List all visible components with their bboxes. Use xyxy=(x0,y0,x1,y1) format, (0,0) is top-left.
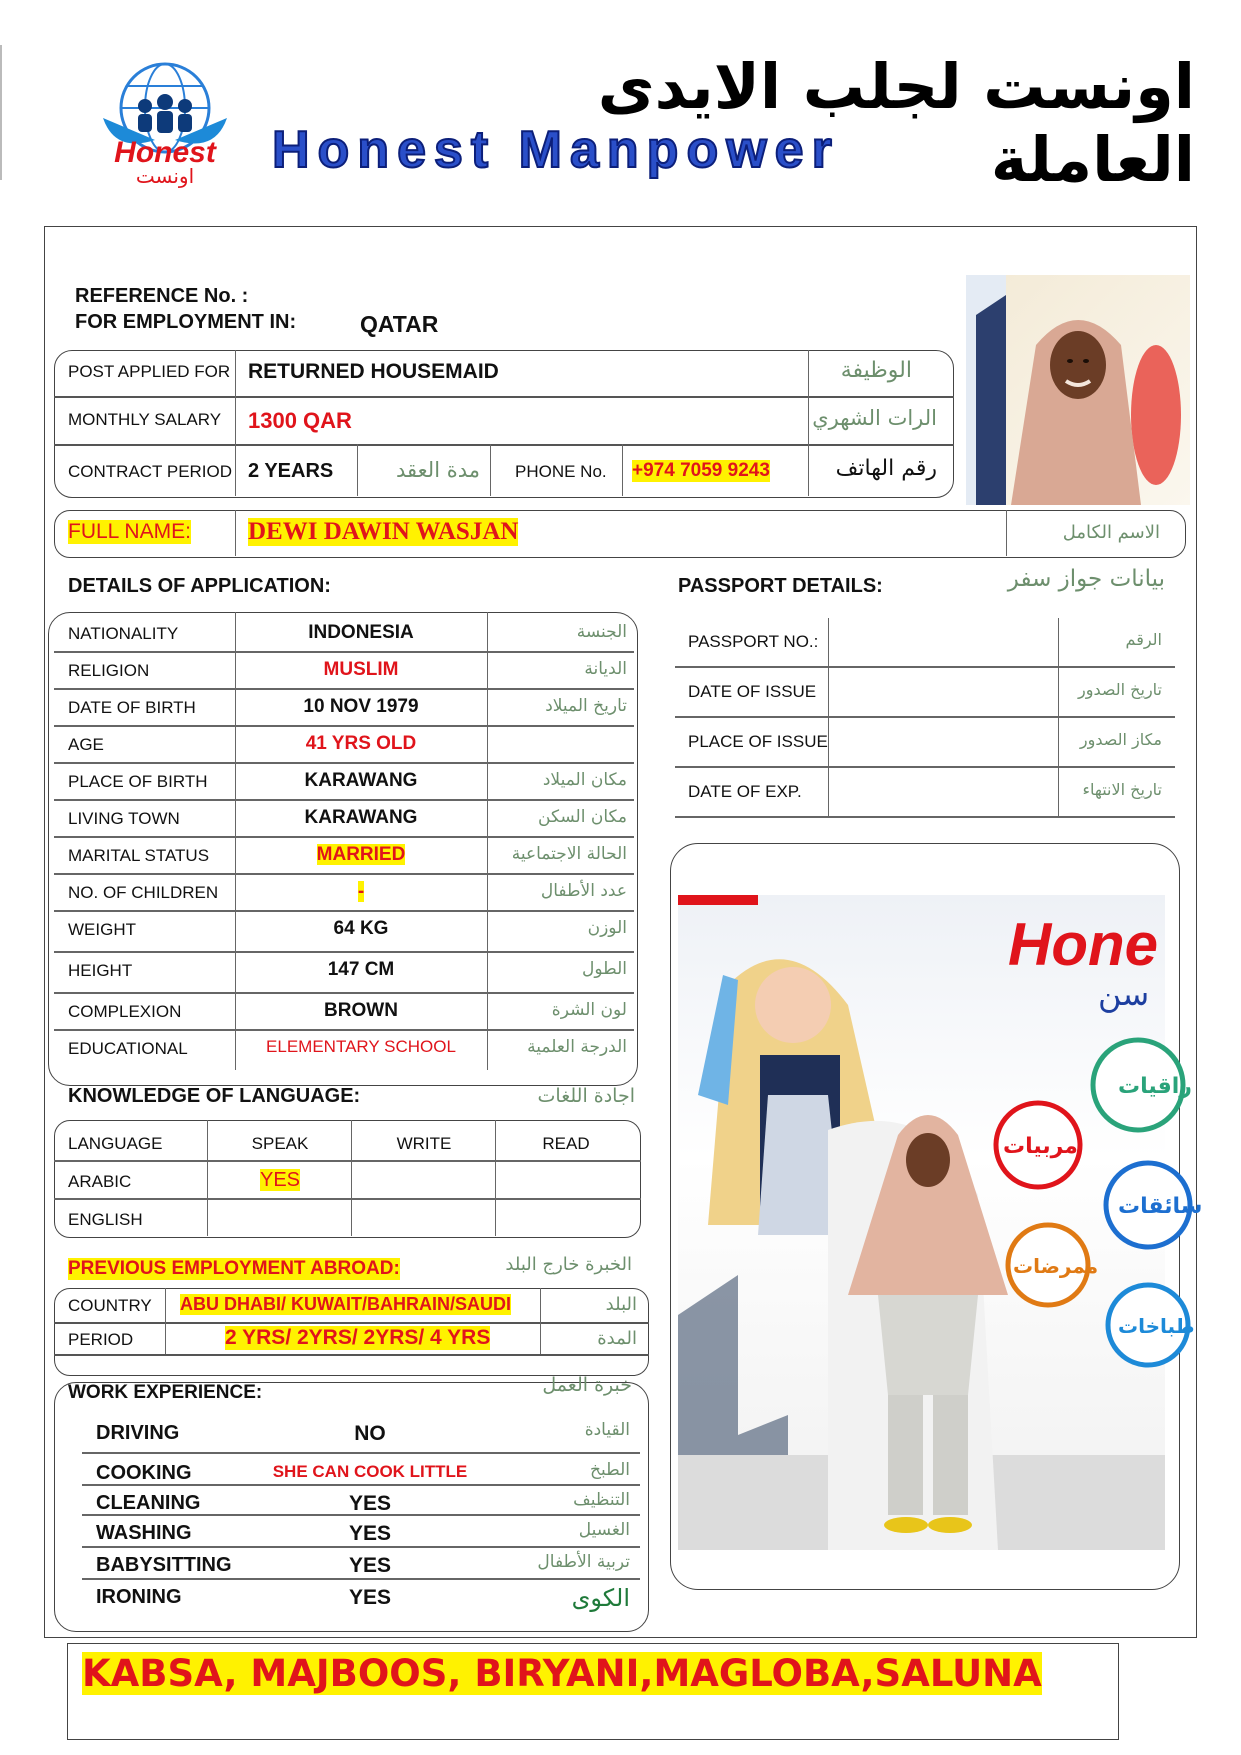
salary-ar: الرات الشهري xyxy=(812,406,937,430)
header-english-title: Honest Manpower xyxy=(272,121,840,179)
language-header: SPEAK xyxy=(251,1134,309,1153)
work-row-divider xyxy=(82,1546,640,1548)
details-title: DETAILS OF APPLICATION: xyxy=(68,575,331,597)
work-value: YES xyxy=(348,1492,392,1515)
salary-value: 1300 QAR xyxy=(248,408,352,433)
language-name: ENGLISH xyxy=(68,1210,143,1229)
details-label: MARITAL STATUS xyxy=(68,846,210,865)
details-row-divider xyxy=(54,836,634,838)
details-row-divider xyxy=(54,799,634,801)
work-label: WASHING xyxy=(96,1522,192,1544)
details-ar: الوزن xyxy=(587,918,627,938)
passport-label: DATE OF ISSUE xyxy=(688,682,817,701)
work-title: WORK EXPERIENCE: xyxy=(68,1382,263,1403)
bubble-4: ممرضات xyxy=(1013,1254,1099,1278)
period-ar: المدة xyxy=(597,1328,637,1349)
details-value: KARAWANG xyxy=(304,807,418,828)
passport-ar: تاريخ الانتهاء xyxy=(1082,780,1162,799)
work-value: YES xyxy=(348,1554,392,1577)
work-label: CLEANING xyxy=(96,1492,201,1514)
fullname-label: FULL NAME: xyxy=(68,520,191,543)
details-value: 41 YRS OLD xyxy=(305,733,417,754)
phone-label: PHONE No. xyxy=(515,462,607,481)
language-row-divider xyxy=(54,1198,641,1200)
details-ar: الدرجة العلمية xyxy=(527,1037,627,1057)
work-title-ar: خبرة العمل xyxy=(542,1374,632,1396)
details-vline xyxy=(235,612,236,1070)
details-value-cell xyxy=(236,881,486,903)
details-value-cell xyxy=(236,622,486,644)
post-value: RETURNED HOUSEMAID xyxy=(248,360,499,383)
work-ar: تربية الأطفال xyxy=(537,1552,630,1572)
language-title: KNOWLEDGE OF LANGUAGE: xyxy=(68,1085,361,1107)
details-ar: لون الشرة xyxy=(551,1000,627,1020)
details-row-divider xyxy=(54,651,634,653)
details-value-cell xyxy=(236,770,486,792)
passport-ar: الرقم xyxy=(1125,630,1162,649)
details-value-cell xyxy=(236,844,486,866)
details-value-cell xyxy=(236,696,486,718)
details-ar: الجنسة xyxy=(576,622,627,642)
language-speak: YES xyxy=(259,1169,301,1191)
reference-label: REFERENCE No. : xyxy=(75,285,249,307)
previous-title: PREVIOUS EMPLOYMENT ABROAD: xyxy=(68,1258,400,1279)
language-header: WRITE xyxy=(396,1134,452,1153)
details-label: RELIGION xyxy=(68,661,150,680)
details-row-divider xyxy=(54,873,634,875)
poster-brand-ar: سن xyxy=(1098,975,1150,1013)
work-label: IRONING xyxy=(96,1586,182,1608)
details-ar: مكان السكن xyxy=(538,807,627,827)
work-label: COOKING xyxy=(96,1462,192,1484)
details-value-cell xyxy=(236,959,486,981)
passport-title-ar: بيانات جواز سفر xyxy=(1007,566,1165,592)
details-value-cell xyxy=(236,918,486,940)
passport-row-divider xyxy=(675,816,1175,818)
work-value: SHE CAN COOK LITTLE xyxy=(272,1462,468,1481)
work-row-divider xyxy=(82,1578,640,1580)
period-value: 2 YRS/ 2YRS/ 2YRS/ 4 YRS xyxy=(225,1326,491,1349)
passport-row-divider xyxy=(675,666,1175,668)
employment-label: FOR EMPLOYMENT IN: xyxy=(75,311,297,333)
bubble-1: راقيات xyxy=(1118,1074,1192,1099)
details-value: MARRIED xyxy=(316,844,406,865)
details-row-divider xyxy=(54,725,634,727)
country-label: COUNTRY xyxy=(68,1296,152,1315)
work-ar: الكوى xyxy=(571,1584,630,1612)
post-ar: الوظيفة xyxy=(840,358,912,383)
work-value: NO xyxy=(354,1422,386,1445)
language-title-ar: اجادة اللغات xyxy=(537,1085,635,1107)
language-speak-cell xyxy=(208,1169,352,1192)
country-ar: البلد xyxy=(605,1294,637,1315)
details-value: 64 KG xyxy=(333,918,389,939)
passport-label: PLACE OF ISSUE xyxy=(688,732,828,751)
details-label: EDUCATIONAL xyxy=(68,1039,188,1058)
details-value: BROWN xyxy=(324,1000,398,1021)
passport-vline xyxy=(828,618,829,818)
work-value: YES xyxy=(348,1522,392,1545)
contract-value: 2 YEARS xyxy=(248,460,334,482)
passport-row-divider xyxy=(675,766,1175,768)
poster-brand: Hone xyxy=(1008,911,1158,978)
details-value: MUSLIM xyxy=(323,659,399,680)
passport-ar: مكاز الصدور xyxy=(1079,730,1162,749)
details-row-divider xyxy=(54,910,634,912)
details-value: 147 CM xyxy=(327,959,395,980)
fullname-value: DEWI DAWIN WASJAN xyxy=(248,518,519,545)
left-edge-line xyxy=(0,45,2,180)
country-value: ABU DHABI/ KUWAIT/BAHRAIN/SAUDI xyxy=(180,1294,511,1314)
passport-ar: تاريخ الصدور xyxy=(1078,680,1162,699)
language-header: READ xyxy=(542,1134,590,1153)
details-ar: الحالة الاجتماعية xyxy=(511,844,627,864)
details-label: DATE OF BIRTH xyxy=(68,698,196,717)
period-label: PERIOD xyxy=(68,1330,134,1349)
details-value-cell xyxy=(236,1037,486,1057)
details-row-divider xyxy=(54,1029,634,1031)
details-label: NO. OF CHILDREN xyxy=(68,883,219,902)
details-ar: الطول xyxy=(582,959,627,979)
details-value: ELEMENTARY SCHOOL xyxy=(266,1037,456,1056)
work-ar: القيادة xyxy=(584,1420,630,1440)
work-ar: الطبخ xyxy=(590,1460,630,1480)
details-label: PLACE OF BIRTH xyxy=(68,772,208,791)
work-ar: التنظيف xyxy=(573,1490,630,1510)
details-label: AGE xyxy=(68,735,104,754)
details-value: 10 NOV 1979 xyxy=(303,696,419,717)
phone-ar: رقم الهاتف xyxy=(835,456,937,481)
work-row-divider xyxy=(82,1452,640,1454)
details-value-cell xyxy=(236,807,486,829)
contract-ar: مدة العقد xyxy=(396,458,480,482)
details-value: INDONESIA xyxy=(308,622,414,643)
footer-dishes: KABSA, MAJBOOS, BIRYANI,MAGLOBA,SALUNA xyxy=(82,1652,1042,1695)
bubble-2: مربيات xyxy=(1003,1134,1078,1159)
phone-value: +974 7059 9243 xyxy=(632,460,770,481)
work-ar: الغسيل xyxy=(578,1520,630,1540)
salary-label: MONTHLY SALARY xyxy=(68,410,222,429)
language-name: ARABIC xyxy=(68,1172,132,1191)
post-label: POST APPLIED FOR xyxy=(68,362,231,381)
details-value-cell xyxy=(236,733,486,755)
details-vline xyxy=(487,612,488,1070)
details-row-divider xyxy=(54,688,634,690)
passport-title: PASSPORT DETAILS: xyxy=(678,575,883,597)
language-header: LANGUAGE xyxy=(68,1134,163,1153)
details-value-cell xyxy=(236,1000,486,1022)
details-ar: مكان الميلاد xyxy=(542,770,627,790)
logo-text-en: Honest xyxy=(114,136,216,169)
logo xyxy=(95,58,235,188)
work-label: BABYSITTING xyxy=(96,1554,232,1576)
details-label: HEIGHT xyxy=(68,961,133,980)
language-row-divider xyxy=(54,1160,641,1162)
details-value: - xyxy=(357,881,365,902)
employment-value: QATAR xyxy=(360,311,439,337)
details-row-divider xyxy=(54,762,634,764)
passport-vline xyxy=(1058,618,1059,818)
details-row-divider xyxy=(54,951,634,953)
details-value-cell xyxy=(236,659,486,681)
header-arabic-title: اونست لجلب الايدى العاملة xyxy=(597,50,1195,196)
details-ar: عدد الأطفال xyxy=(540,881,627,901)
contract-label: CONTRACT PERIOD xyxy=(68,462,233,481)
full-body-photo xyxy=(678,895,1203,1550)
details-row-divider xyxy=(54,992,634,994)
portrait-photo xyxy=(966,275,1190,505)
details-ar: الديانة xyxy=(584,659,627,679)
passport-row-divider xyxy=(675,716,1175,718)
details-label: LIVING TOWN xyxy=(68,809,180,828)
previous-title-ar: الخبرة خارج البلد xyxy=(505,1254,632,1275)
details-label: WEIGHT xyxy=(68,920,136,939)
bubble-5: طباخات xyxy=(1118,1314,1195,1338)
details-label: COMPLEXION xyxy=(68,1002,182,1021)
passport-label: PASSPORT NO.: xyxy=(688,632,819,651)
work-value: YES xyxy=(348,1586,392,1609)
details-label: NATIONALITY xyxy=(68,624,179,643)
fullname-ar: الاسم الكامل xyxy=(1062,522,1160,543)
work-label: DRIVING xyxy=(96,1422,180,1444)
details-value: KARAWANG xyxy=(304,770,418,791)
passport-label: DATE OF EXP. xyxy=(688,782,802,801)
bubble-3: سائقات xyxy=(1118,1194,1203,1219)
logo-text-ar: اونست xyxy=(135,164,195,188)
details-ar: تاريخ الميلاد xyxy=(545,696,627,716)
